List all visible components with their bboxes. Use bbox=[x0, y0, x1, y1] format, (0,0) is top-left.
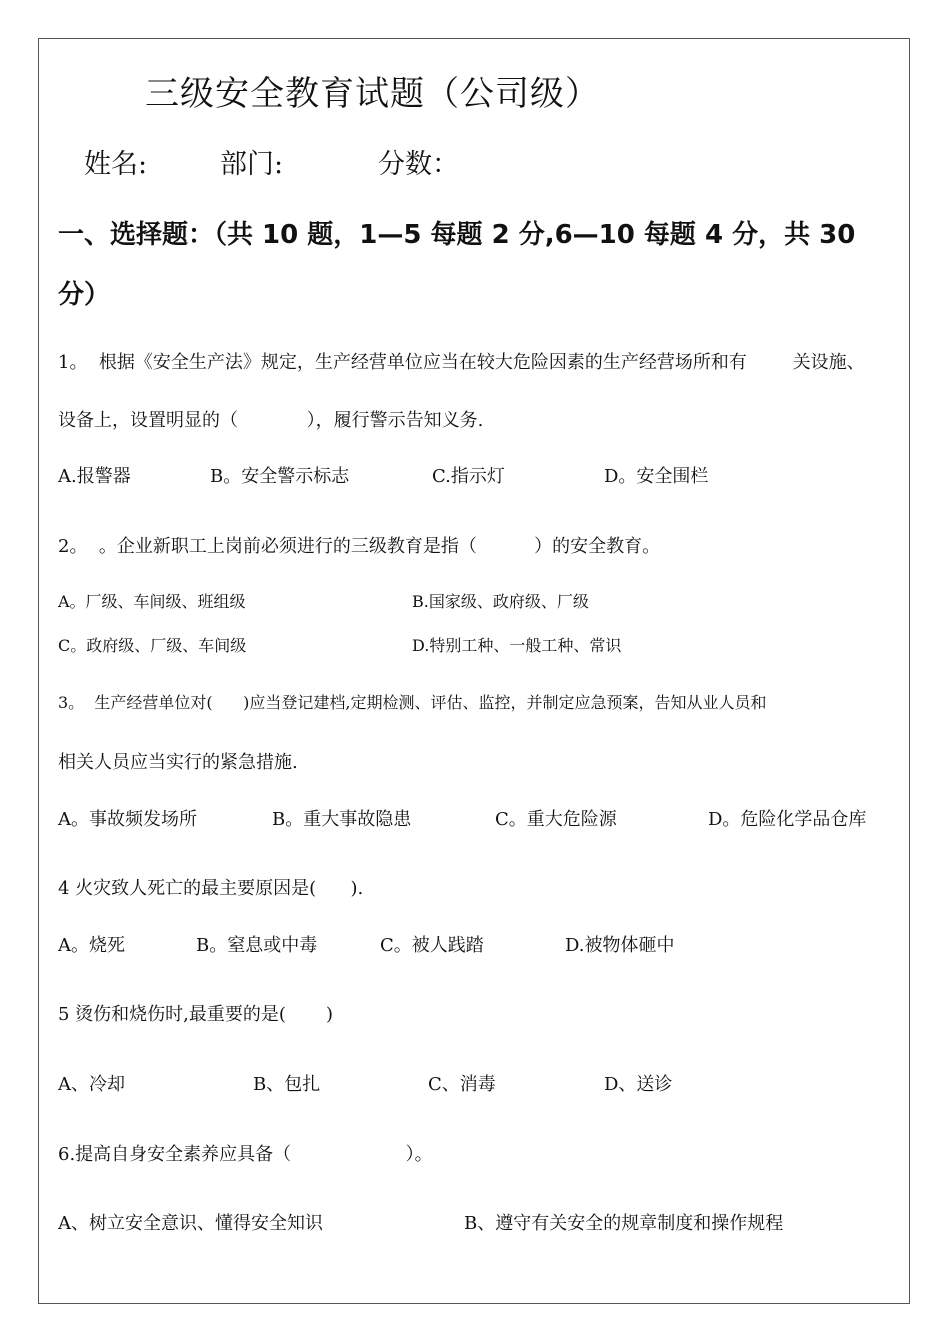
department-label: 部门: bbox=[220, 149, 284, 180]
question-2-line1: 2。 。企业新职工上岗前必须进行的三级教育是指（ ）的安全教育。 bbox=[58, 536, 661, 557]
question-2-option-c: C。政府级、厂级、车间级 bbox=[58, 636, 247, 655]
question-2-option-b: B.国家级、政府级、厂级 bbox=[412, 592, 589, 611]
question-6-line1: 6.提高自身安全素养应具备（ ）。 bbox=[58, 1144, 433, 1165]
question-5-line1: 5 烫伤和烧伤时,最重要的是( ) bbox=[58, 1004, 333, 1025]
page-title: 三级安全教育试题（公司级） bbox=[145, 74, 600, 114]
question-4-option-b: B。窒息或中毒 bbox=[196, 935, 318, 956]
question-4-option-a: A。烧死 bbox=[58, 935, 125, 956]
question-5-option-c: C、消毒 bbox=[428, 1074, 496, 1095]
section-heading-line1: 一、选择题：（共 10 题，1—5 每题 2 分,6—10 每题 4 分，共 30 bbox=[58, 220, 856, 250]
section-heading-line2: 分） bbox=[58, 280, 111, 310]
question-3-line1: 3。 生产经营单位对( )应当登记建档,定期检测、评估、监控，并制定应急预案，告知从业人员和 bbox=[58, 693, 767, 712]
question-2-option-a: A。厂级、车间级、班组级 bbox=[58, 592, 246, 611]
question-1-line2: 设备上，设置明显的（ ），履行警示告知义务. bbox=[58, 410, 484, 431]
question-4-option-d: D.被物体砸中 bbox=[565, 935, 675, 956]
question-3-option-b: B。重大事故隐患 bbox=[272, 809, 412, 830]
question-2-option-d: D.特别工种、一般工种、常识 bbox=[412, 636, 622, 655]
question-1-option-d: D。安全围栏 bbox=[604, 466, 709, 487]
question-5-option-b: B、包扎 bbox=[253, 1074, 321, 1095]
name-label: 姓名: bbox=[84, 149, 148, 180]
question-3-line2: 相关人员应当实行的紧急措施. bbox=[58, 752, 298, 773]
question-3-option-a: A。事故频发场所 bbox=[58, 809, 197, 830]
question-1-line1: 1。 根据《安全生产法》规定，生产经营单位应当在较大危险因素的生产经营场所和有 关设施、 bbox=[58, 352, 865, 373]
question-4-option-c: C。被人践踏 bbox=[380, 935, 484, 956]
score-label: 分数： bbox=[378, 149, 459, 180]
question-1-option-a: A.报警器 bbox=[58, 466, 131, 487]
question-3-option-c: C。重大危险源 bbox=[495, 809, 617, 830]
question-6-option-b: B、遵守有关安全的规章制度和操作规程 bbox=[464, 1213, 784, 1234]
question-6-option-a: A、树立安全意识、懂得安全知识 bbox=[58, 1213, 323, 1234]
question-5-option-a: A、冷却 bbox=[58, 1074, 125, 1095]
question-1-option-c: C.指示灯 bbox=[432, 466, 505, 487]
question-5-option-d: D、送诊 bbox=[604, 1074, 673, 1095]
question-3-option-d: D。危险化学品仓库 bbox=[708, 809, 867, 830]
question-4-line1: 4 火灾致人死亡的最主要原因是( ). bbox=[58, 878, 364, 899]
question-1-option-b: B。安全警示标志 bbox=[210, 466, 350, 487]
